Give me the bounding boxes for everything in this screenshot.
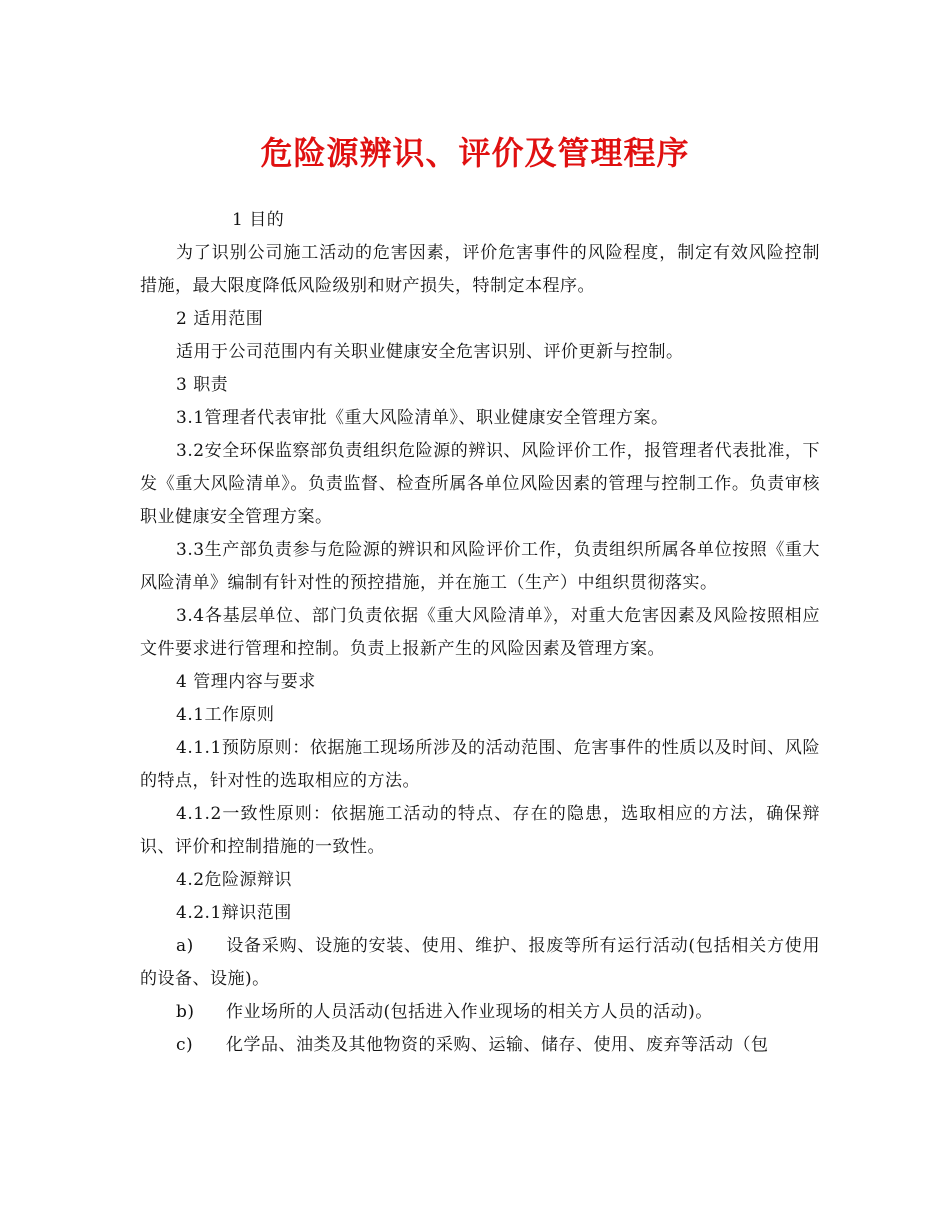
paragraph: 4.1.1预防原则：依据施工现场所涉及的活动范围、危害事件的性质以及时间、风险的特点，针对性的选取相应的方法。 [140, 738, 820, 791]
paragraph: 3.4各基层单位、部门负责依据《重大风险清单》，对重大危害因素及风险按照相应文件要求进行管理和控制。负责上报新产生的风险因素及管理方案。 [140, 606, 820, 659]
subsection-heading: 4.2危险源辩识 [176, 870, 293, 890]
document-title: 危险源辨识、评价及管理程序 [260, 134, 690, 172]
list-marker: b) [176, 1002, 195, 1022]
section-heading-1: 1 目的 [232, 210, 285, 230]
list-item-text: 化学品、油类及其他物资的采购、运输、储存、使用、废弃等活动（包 [226, 1035, 769, 1055]
list-item-text: 设备采购、设施的安装、使用、维护、报废等所有运行活动(包括相关方使用的设备、设施)。 [140, 936, 820, 989]
paragraph: 4.1.2一致性原则：依据施工活动的特点、存在的隐患，选取相应的方法，确保辩识、评价和控制措施的一致性。 [140, 804, 820, 857]
list-marker: a) [176, 936, 194, 956]
section-heading-3: 3 职责 [176, 375, 229, 395]
paragraph: 适用于公司范围内有关职业健康安全危害识别、评价更新与控制。 [176, 342, 684, 362]
paragraph: 为了识别公司施工活动的危害因素，评价危害事件的风险程度，制定有效风险控制措施，最大限度降低风险级别和财产损失，特制定本程序。 [140, 243, 820, 296]
document-body [140, 204, 820, 1062]
list-item [140, 930, 820, 996]
section-heading-4: 4 管理内容与要求 [176, 672, 316, 692]
paragraph: 3.2安全环保监察部负责组织危险源的辨识、风险评价工作，报管理者代表批准，下发《重大风险清单》。负责监督、检查所属各单位风险因素的管理与控制工作。负责审核职业健康安全管理方案。 [140, 441, 820, 527]
subsection-heading: 4.1工作原则 [176, 705, 275, 725]
subsection-heading: 4.2.1辩识范围 [176, 903, 292, 923]
list-item [140, 996, 820, 1029]
list-item-text: 作业场所的人员活动(包括进入作业现场的相关方人员的活动)。 [226, 1002, 713, 1022]
paragraph: 3.1管理者代表审批《重大风险清单》、职业健康安全管理方案。 [176, 408, 669, 428]
list-item [140, 1029, 820, 1062]
paragraph: 3.3生产部负责参与危险源的辨识和风险评价工作，负责组织所属各单位按照《重大风险清单》编制有针对性的预控措施，并在施工（生产）中组织贯彻落实。 [140, 540, 820, 593]
section-heading-2: 2 适用范围 [176, 309, 264, 329]
list-marker: c) [176, 1035, 194, 1055]
